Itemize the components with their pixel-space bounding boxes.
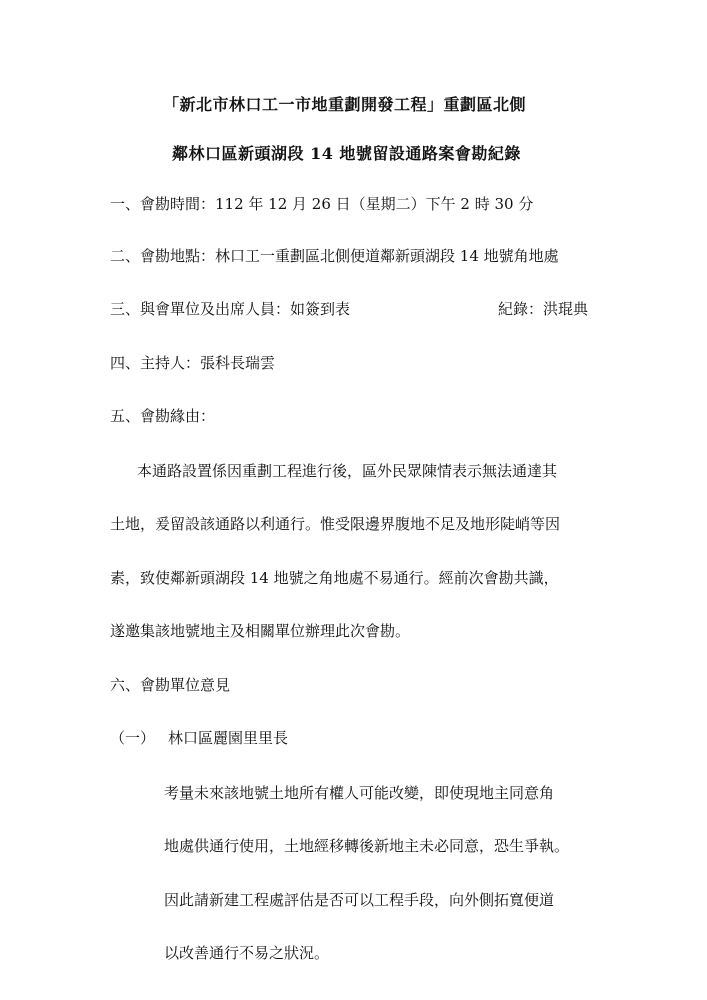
opinion-line: 考量未來該地號土地所有權人可能改變，即使現地主同意角 [164, 784, 555, 802]
reason-line: 素，致使鄰新頭湖段 14 地號之角地處不易通行。經前次會勘共識， [110, 569, 559, 587]
attendees: 三、與會單位及出席人員：如簽到表 [110, 300, 351, 318]
reason-line: 本通路設置係因重劃工程進行後，區外民眾陳情表示無法通達其 [137, 462, 558, 480]
host: 四、主持人：張科長瑞雲 [110, 354, 276, 372]
reason-line: 土地，爰留設該通路以利通行。惟受限邊界腹地不足及地形陡峭等因 [110, 515, 561, 533]
sub-item-title: 林口區麗園里里長 [168, 729, 289, 747]
meeting-time: 一、會勘時間：112 年 12 月 26 日（星期二）下午 2 時 30 分 [110, 195, 534, 213]
document-title-line-1: 「新北市林口工一市地重劃開發工程」重劃區北側 [163, 95, 527, 114]
document-title-line-2: 鄰林口區新頭湖段 14 地號留設通路案會勘紀錄 [172, 144, 521, 163]
reason-line: 遂邀集該地號地主及相關單位辦理此次會勘。 [110, 622, 411, 640]
sub-item-marker: （一） [110, 729, 156, 747]
opinion-line: 因此請新建工程處評估是否可以工程手段，向外側拓寬便道 [164, 891, 555, 909]
opinion-line: 以改善通行不易之狀況。 [164, 944, 330, 962]
opinion-line: 地處供通行使用，土地經移轉後新地主未必同意，恐生爭執。 [164, 837, 570, 855]
recorder: 紀錄：洪琨典 [498, 300, 589, 318]
reason-heading: 五、會勘緣由： [110, 407, 216, 425]
meeting-location: 二、會勘地點：林口工一重劃區北側便道鄰新頭湖段 14 地號角地處 [110, 247, 559, 265]
opinions-heading: 六、會勘單位意見 [110, 676, 231, 694]
